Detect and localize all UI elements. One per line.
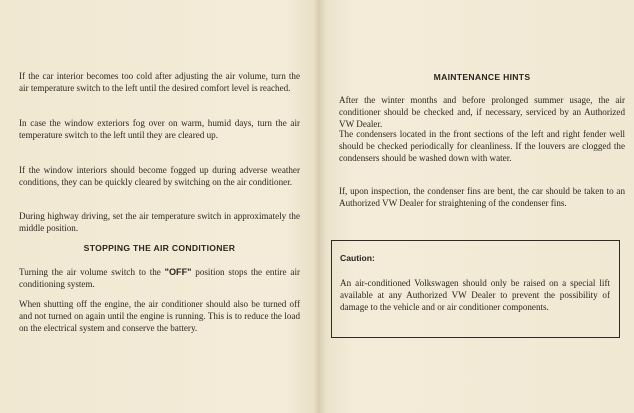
paragraph-exterior-fog: In case the window exteriors fog over on warm, humid days, turn the air temperature switch to the left until they are cleared up. bbox=[19, 118, 300, 141]
paragraph-condensers: The condensers located in the front sections of the left and right fender well should be checked periodically for cleanliness. If the louvers are clogged the condensers should be washed down with water. bbox=[339, 129, 625, 164]
heading-stopping-ac: STOPPING THE AIR CONDITIONER bbox=[83, 243, 236, 253]
off-label: "OFF" bbox=[164, 267, 192, 277]
caution-text: An air-conditioned Volkswagen should only be raised on a special lift available at any Authorized VW Dealer to prevent the possibility of damage to the vehicle and or air conditioner components. bbox=[340, 278, 610, 313]
paragraph-highway-driving: During highway driving, set the air temperature switch in approximately the middle position. bbox=[19, 211, 300, 234]
off-text-before: Turning the air volume switch to the bbox=[19, 267, 165, 277]
paragraph-shutting-off-engine: When shutting off the engine, the air conditioner should also be turned off and not turned on again until the engine is running. This is to reduce the load on the electrical system and conserve the battery. bbox=[19, 299, 300, 334]
paragraph-too-cold: If the car interior becomes too cold after adjusting the air volume, turn the air temperature switch to the left until the desired comfort level is reached. bbox=[19, 71, 300, 94]
heading-maintenance-hints: MAINTENANCE HINTS bbox=[433, 72, 531, 82]
caution-box bbox=[331, 240, 620, 338]
caution-title: Caution: bbox=[340, 253, 375, 263]
paragraph-interior-fog: If the window interiors should become fogged up during adverse weather conditions, they can be quickly cleared by switching on the air conditioner. bbox=[19, 165, 300, 188]
paragraph-winter-months: After the winter months and before prolonged summer usage, the air conditioner should be checked and, if necessary, serviced by an Authorized VW Dealer. bbox=[339, 95, 625, 130]
off-text-after: position stops the entire air conditioning system. bbox=[19, 267, 300, 290]
right-page bbox=[318, 0, 634, 413]
paragraph-off-position bbox=[19, 266, 300, 290]
paragraph-condenser-fins: If, upon inspection, the condenser fins are bent, the car should be taken to an Authorized VW Dealer for straightening of the condenser fins. bbox=[339, 186, 625, 209]
